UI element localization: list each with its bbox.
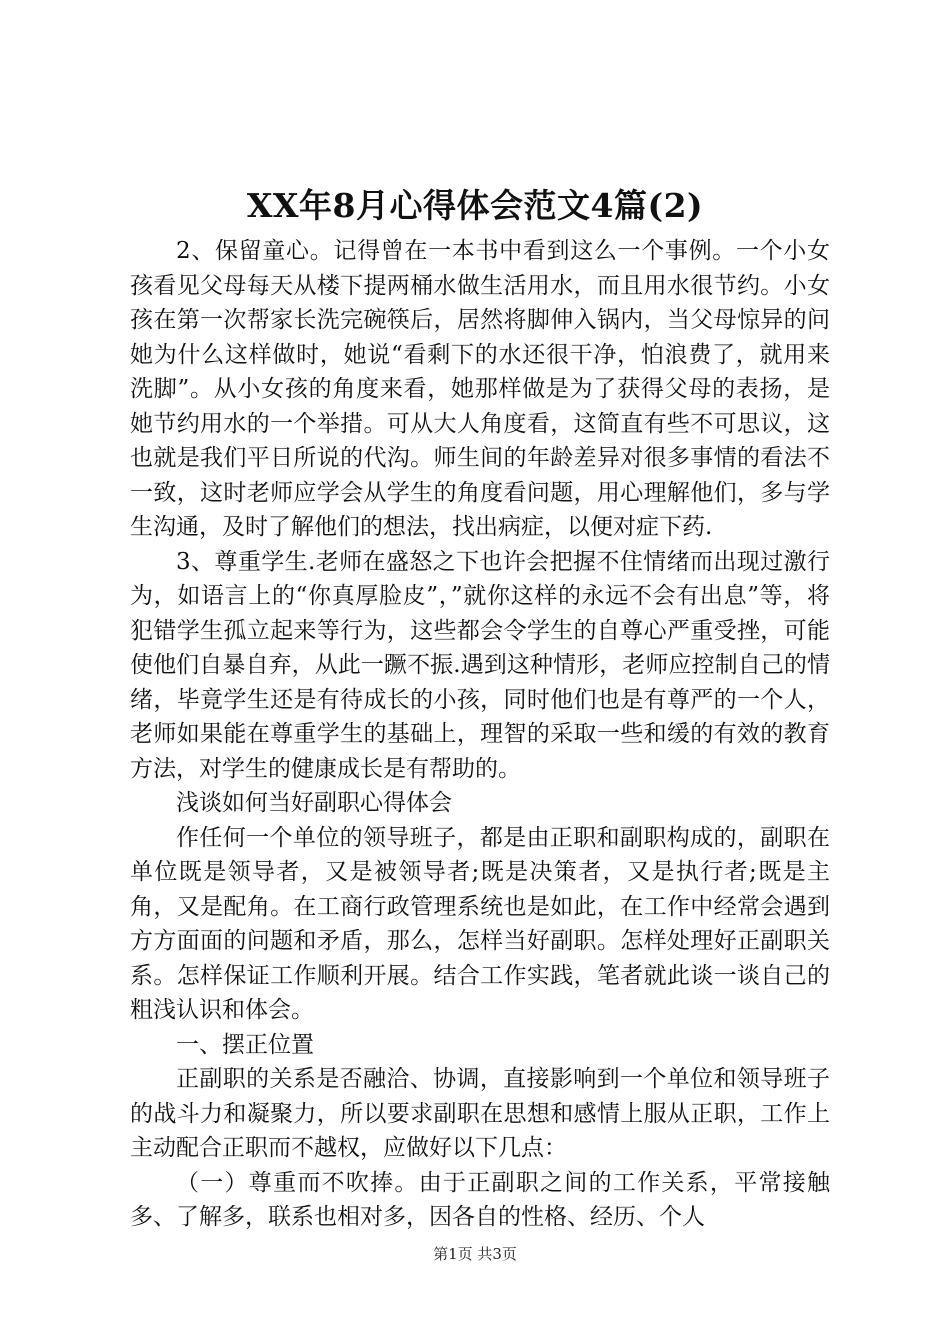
paragraph-keep-childlike-heart: 2、保留童心。记得曾在一本书中看到这么一个事例。一个小女孩看见父母每天从楼下提两桶水做生活用水，而且用水很节约。小女孩在第一次帮家长洗完碗筷后，居然将脚伸入锅内，当父母惊异的问她为什么这样做时，她说“看剩下的水还很干净，怕浪费了，就用来洗脚”。从小女孩的角度来看，她那样做是为了获得父母的表扬，是她节约用水的一个举措。可从大人角度看，这简直有些不可思议，这也就是我们平日所说的代沟。师生间的年龄差异对很多事情的看法不一致，这时老师应学会从学生的角度看问题，用心理解他们，多与学生沟通，及时了解他们的想法，找出病症，以便对症下药.	[130, 238, 830, 540]
page-number-footer: 第1页 共3页	[433, 1245, 517, 1263]
section-heading-position: 一、摆正位置	[176, 1031, 314, 1058]
document-body	[130, 234, 830, 1235]
paragraph-deputy-intro: 作任何一个单位的领导班子，都是由正职和副职构成的，副职在单位既是领导者，又是被领导者;既是决策者，又是执行者;既是主角，又是配角。在工商行政管理系统也是如此，在工作中经常会遇到方方面面的问题和矛盾，那么，怎样当好副职。怎样处理好正副职关系。怎样保证工作顺利开展。结合工作实践，笔者就此谈一谈自己的粗浅认识和体会。	[130, 824, 830, 1023]
section-heading-deputy-role: 浅谈如何当好副职心得体会	[176, 790, 452, 816]
paragraph-respect-students: 3、尊重学生.老师在盛怒之下也许会把握不住情绪而出现过激行为，如语言上的“你真厚脸皮”，”就你这样的永远不会有出息”等，将犯错学生孤立起来等行为，这些都会令学生的自尊心严重受挫，可能使他们自暴自弃，从此一蹶不振.遇到这种情形，老师应控制自己的情绪，毕竟学生还是有待成长的小孩，同时他们也是有尊严的一个人，老师如果能在尊重学生的基础上，理智的采取一些和缓的有效的教育方法，对学生的健康成长是有帮助的。	[130, 548, 830, 782]
paragraph-position: 正副职的关系是否融洽、协调，直接影响到一个单位和领导班子的战斗力和凝聚力，所以要求副职在思想和感情上服从正职，工作上主动配合正职而不越权，应做好以下几点：	[130, 1066, 830, 1161]
document-title: XX年8月心得体会范文4篇(2)	[246, 186, 704, 225]
paragraph-respect-not-flatter: （一）尊重而不吹捧。由于正副职之间的工作关系，平常接触多、了解多，联系也相对多，因各自的性格、经历、个人	[130, 1169, 830, 1230]
